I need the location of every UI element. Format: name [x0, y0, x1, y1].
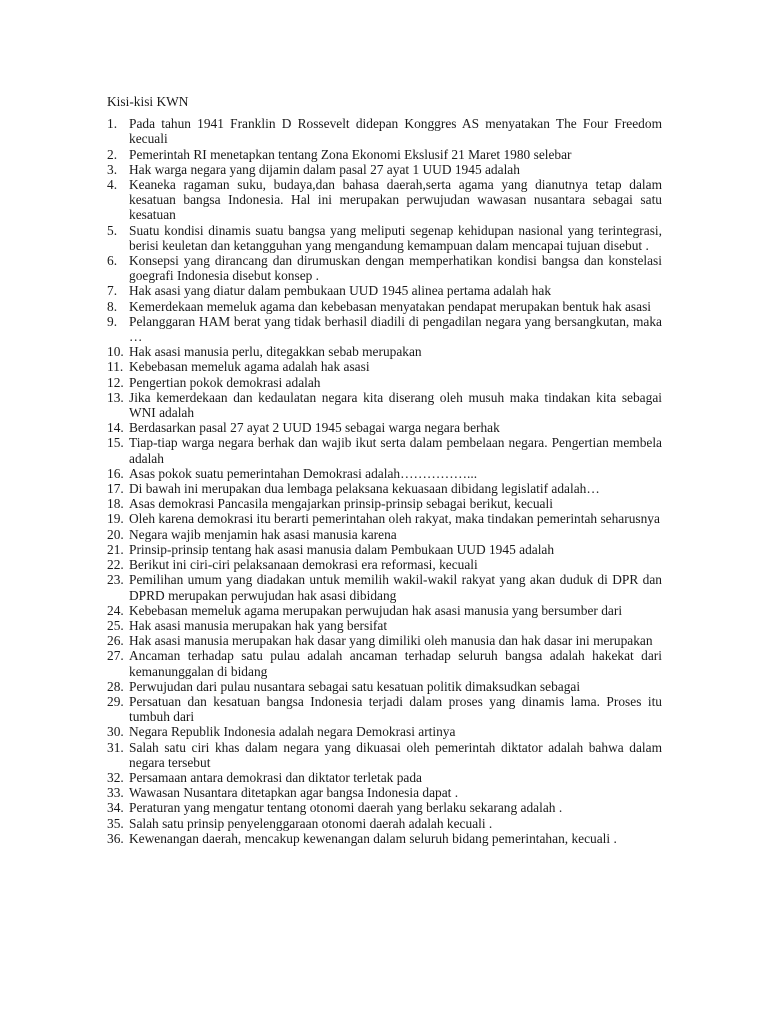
question-text: Pemerintah RI menetapkan tentang Zona Ekonomi Ekslusif 21 Maret 1980 selebar [129, 146, 572, 162]
question-text: Berikut ini ciri-ciri pelaksanaan demokrasi era reformasi, kecuali [129, 557, 478, 573]
question-item [107, 435, 662, 465]
question-text: Negara Republik Indonesia adalah negara Demokrasi artinya [129, 724, 456, 740]
question-number: 7. [107, 283, 118, 299]
question-number: 14. [107, 420, 124, 436]
question-item [107, 116, 662, 146]
question-number: 36. [107, 830, 124, 846]
question-text: Berdasarkan pasal 27 ayat 2 UUD 1945 sebagai warga negara berhak [129, 420, 500, 436]
question-number: 22. [107, 557, 124, 573]
question-number: 27. [107, 648, 124, 664]
question-number: 16. [107, 465, 124, 481]
question-item [107, 344, 662, 359]
question-number: 24. [107, 602, 124, 618]
question-item [107, 466, 662, 481]
question-number: 8. [107, 298, 118, 314]
question-number: 17. [107, 481, 124, 497]
question-number: 9. [107, 313, 118, 329]
document-title: Kisi-kisi KWN [107, 94, 189, 109]
question-text: Oleh karena demokrasi itu berarti pemerintahan oleh rakyat, maka tindakan pemerintah seharusnya [129, 511, 660, 527]
question-item [107, 770, 662, 785]
question-number: 31. [107, 739, 124, 755]
question-text: Hak warga negara yang dijamin dalam pasal 27 ayat 1 UUD 1945 adalah [129, 161, 520, 177]
question-number: 26. [107, 633, 124, 649]
question-number: 12. [107, 374, 124, 390]
question-item [107, 724, 662, 739]
question-text: Konsepsi yang dirancang dan dirumuskan dengan memperhatikan kondisi bangsa dan konstelasi goegrafi Indonesia disebut konsep . [129, 253, 662, 284]
question-item [107, 496, 662, 511]
question-number: 3. [107, 161, 118, 177]
question-item [107, 648, 662, 678]
question-number: 10. [107, 344, 124, 360]
question-number: 32. [107, 769, 124, 785]
question-text: Ancaman terhadap satu pulau adalah ancaman terhadap seluruh bangsa adalah hakekat dari kemanunggalan di bidang [129, 648, 662, 679]
question-number: 29. [107, 693, 124, 709]
question-item [107, 511, 662, 526]
question-number: 1. [107, 116, 118, 132]
question-text: Wawasan Nusantara ditetapkan agar bangsa Indonesia dapat . [129, 785, 459, 801]
question-text: Keaneka ragaman suku, budaya,dan bahasa daerah,serta agama yang dianutnya tetap dalam kesatuan bangsa Indonesia. Hal ini merupakan perwujudan wawasan nusantara sebagai satu kesatuan [129, 177, 662, 223]
question-list [107, 116, 662, 846]
question-text: Hak asasi manusia perlu, ditegakkan sebab merupakan [129, 344, 422, 360]
question-number: 23. [107, 572, 124, 588]
question-text: Tiap-tiap warga negara berhak dan wajib ikut serta dalam pembelaan negara. Pengertian membela adalah [129, 435, 662, 466]
question-item [107, 299, 662, 314]
question-number: 25. [107, 617, 124, 633]
question-number: 5. [107, 222, 118, 238]
question-number: 33. [107, 785, 124, 801]
question-item [107, 177, 662, 223]
question-text: Salah satu ciri khas dalam negara yang dikuasai oleh pemerintah diktator adalah bahwa dalam negara tersebut [129, 739, 662, 770]
question-item [107, 603, 662, 618]
question-item [107, 557, 662, 572]
question-number: 34. [107, 800, 124, 816]
question-text: Perwujudan dari pulau nusantara sebagai satu kesatuan politik dimaksudkan sebagai [129, 678, 581, 694]
question-text: Pemilihan umum yang diadakan untuk memilih wakil-wakil rakyat yang akan duduk di DPR dan DPRD merupakan perwujudan hak asasi dibidang [129, 572, 662, 603]
question-item [107, 679, 662, 694]
question-text: Suatu kondisi dinamis suatu bangsa yang meliputi segenap kehidupan nasional yang terintegrasi, berisi keuletan dan ketangguhan yang mengandung kemampuan dalam mencapai tujuan disebut . [129, 222, 662, 253]
question-item [107, 375, 662, 390]
question-text: Di bawah ini merupakan dua lembaga pelaksana kekuasaan dibidang legislatif adalah… [129, 481, 600, 497]
question-text: Kebebasan memeluk agama merupakan perwujudan hak asasi manusia yang bersumber dari [129, 602, 623, 618]
question-text: Hak asasi manusia merupakan hak yang bersifat [129, 617, 388, 633]
question-text: Kewenangan daerah, mencakup kewenangan dalam seluruh bidang pemerintahan, kecuali . [129, 830, 617, 846]
question-item [107, 420, 662, 435]
question-item [107, 162, 662, 177]
question-text: Asas demokrasi Pancasila mengajarkan prinsip-prinsip sebagai berikut, kecuali [129, 496, 553, 512]
question-item [107, 359, 662, 374]
question-text: Peraturan yang mengatur tentang otonomi daerah yang berlaku sekarang adalah . [129, 800, 563, 816]
question-item [107, 785, 662, 800]
question-text: Negara wajib menjamin hak asasi manusia karena [129, 526, 397, 542]
question-item [107, 800, 662, 815]
question-text: Hak asasi manusia merupakan hak dasar yang dimiliki oleh manusia dan hak dasar ini merupakan [129, 633, 653, 649]
question-item [107, 633, 662, 648]
question-number: 35. [107, 815, 124, 831]
question-item [107, 390, 662, 420]
question-item [107, 314, 662, 344]
question-item [107, 223, 662, 253]
question-item [107, 618, 662, 633]
question-number: 28. [107, 678, 124, 694]
question-item [107, 542, 662, 557]
question-text: Kemerdekaan memeluk agama dan kebebasan menyatakan pendapat merupakan bentuk hak asasi [129, 298, 652, 314]
question-text: Salah satu prinsip penyelenggaraan otonomi daerah adalah kecuali . [129, 815, 493, 831]
question-item [107, 831, 662, 846]
question-number: 21. [107, 541, 124, 557]
question-number: 13. [107, 389, 124, 405]
question-number: 18. [107, 496, 124, 512]
question-number: 4. [107, 177, 118, 193]
question-text: Pelanggaran HAM berat yang tidak berhasil diadili di pengadilan negara yang bersangkutan, maka … [129, 313, 662, 345]
question-number: 11. [107, 359, 124, 375]
question-text: Pada tahun 1941 Franklin D Rossevelt didepan Konggres AS menyatakan The Four Freedom kecuali [129, 116, 662, 147]
question-item [107, 694, 662, 724]
question-item [107, 147, 662, 162]
question-text: Kebebasan memeluk agama adalah hak asasi [129, 359, 370, 375]
question-text: Persamaan antara demokrasi dan diktator terletak pada [129, 769, 422, 785]
question-number: 6. [107, 253, 118, 269]
question-text: Hak asasi yang diatur dalam pembukaan UUD 1945 alinea pertama adalah hak [129, 283, 552, 299]
question-text: Pengertian pokok demokrasi adalah [129, 374, 321, 390]
question-item [107, 481, 662, 496]
question-item [107, 527, 662, 542]
question-number: 20. [107, 526, 124, 542]
question-item [107, 253, 662, 283]
question-text: Persatuan dan kesatuan bangsa Indonesia terjadi dalam proses yang dinamis lama. Proses itu tumbuh dari [129, 693, 662, 725]
question-text: Asas pokok suatu pemerintahan Demokrasi adalah……………... [129, 465, 478, 481]
question-item [107, 572, 662, 602]
question-text: Prinsip-prinsip tentang hak asasi manusia dalam Pembukaan UUD 1945 adalah [129, 541, 555, 557]
question-number: 30. [107, 724, 124, 740]
question-item [107, 816, 662, 831]
question-number: 2. [107, 146, 118, 162]
question-item [107, 283, 662, 298]
question-number: 15. [107, 435, 124, 451]
question-number: 19. [107, 511, 124, 527]
question-text: Jika kemerdekaan dan kedaulatan negara kita diserang oleh musuh maka tindakan kita sebagai WNI adalah [129, 389, 662, 421]
question-item [107, 740, 662, 770]
